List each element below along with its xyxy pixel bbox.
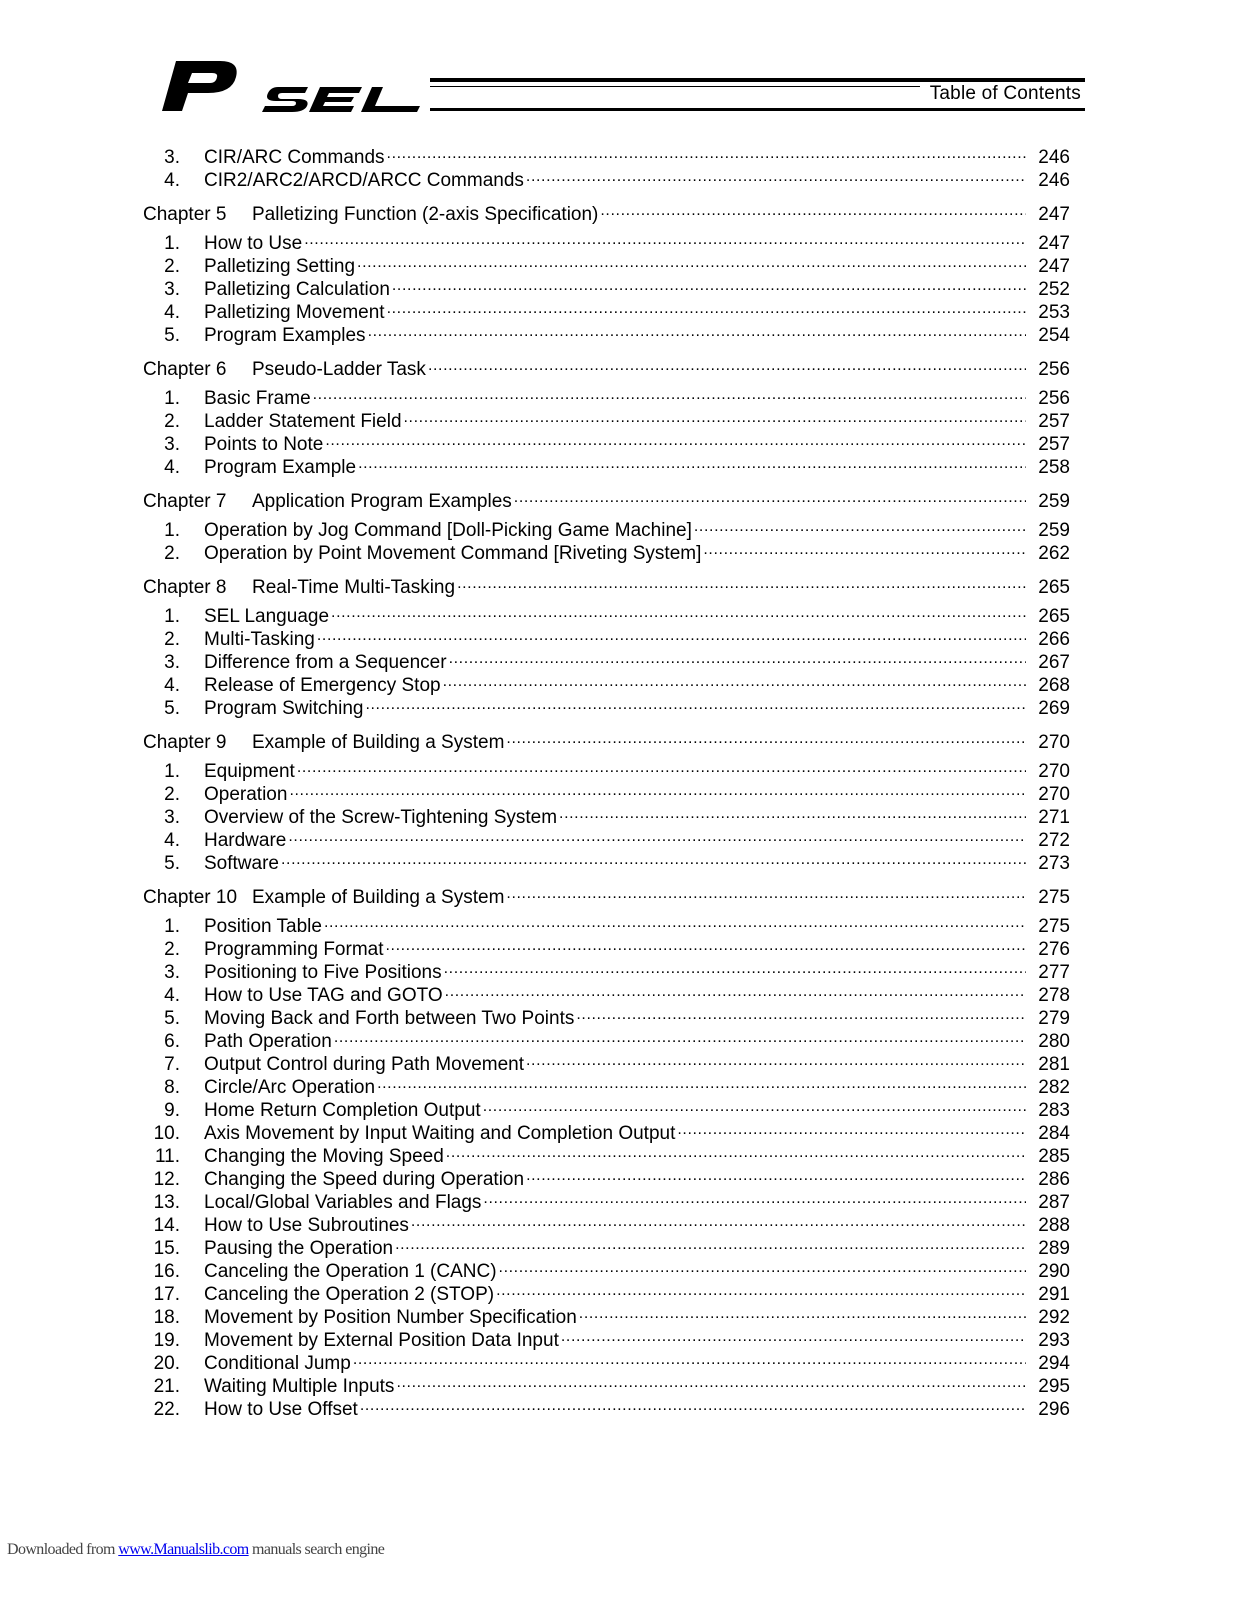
- entry-title: Release of Emergency Stop: [204, 675, 441, 696]
- entry-title: Ladder Statement Field: [204, 411, 402, 432]
- toc-item-row[interactable]: [0, 1116, 1237, 1144]
- item-number: 3.: [164, 807, 180, 828]
- entry-title: CIR2/ARC2/ARCD/ARCC Commands: [204, 170, 524, 191]
- item-number: 7.: [164, 1054, 180, 1075]
- toc-item-row[interactable]: [0, 823, 1237, 851]
- page-number: 294: [1026, 1352, 1070, 1375]
- entry-title: Multi-Tasking: [204, 629, 315, 650]
- dot-leader: [289, 777, 1026, 800]
- item-number: 11.: [154, 1146, 180, 1167]
- dot-leader: [483, 1185, 1026, 1208]
- item-number: 1.: [164, 606, 180, 627]
- page-number: 275: [1026, 915, 1070, 938]
- toc-item-row[interactable]: [0, 599, 1237, 627]
- item-number: 5.: [164, 325, 180, 346]
- page-number: 288: [1026, 1214, 1070, 1237]
- page-number: 287: [1026, 1191, 1070, 1214]
- dot-leader: [317, 622, 1026, 645]
- entry-title: Canceling the Operation 1 (CANC): [204, 1261, 497, 1282]
- toc-item-row[interactable]: [0, 668, 1237, 696]
- entry-title: Example of Building a System: [252, 887, 505, 908]
- dot-leader: [457, 570, 1026, 593]
- page-number: 247: [1026, 232, 1070, 255]
- page-number: 266: [1026, 628, 1070, 651]
- page-number: 270: [1026, 731, 1070, 754]
- dot-leader: [428, 352, 1026, 375]
- toc-item-row[interactable]: [0, 450, 1237, 478]
- toc-item-row[interactable]: [0, 1047, 1237, 1075]
- toc-chapter-row[interactable]: [0, 352, 1237, 380]
- entry-title: How to Use TAG and GOTO: [204, 985, 443, 1006]
- chapter-label: Chapter 6: [143, 359, 227, 380]
- item-number: 2.: [164, 411, 180, 432]
- toc-item-row[interactable]: [0, 226, 1237, 254]
- item-number: 3.: [164, 434, 180, 455]
- footer-prefix: Downloaded from: [7, 1541, 119, 1558]
- item-number: 2.: [164, 256, 180, 277]
- page-number: 276: [1026, 938, 1070, 961]
- toc-item-row[interactable]: [0, 1070, 1237, 1098]
- entry-title: Operation: [204, 784, 288, 805]
- page-number: 273: [1026, 852, 1070, 875]
- toc-item-row[interactable]: [0, 513, 1237, 541]
- entry-title: Movement by External Position Data Input: [204, 1330, 559, 1351]
- dot-leader: [445, 978, 1026, 1001]
- page-number: 247: [1026, 255, 1070, 278]
- dot-leader: [368, 318, 1026, 341]
- dot-leader: [365, 691, 1026, 714]
- item-number: 1.: [164, 916, 180, 937]
- entry-title: Circle/Arc Operation: [204, 1077, 376, 1098]
- toc-item-row[interactable]: [0, 978, 1237, 1006]
- entry-title: Palletizing Setting: [204, 256, 356, 277]
- dot-leader: [392, 272, 1026, 295]
- toc-item-row[interactable]: [0, 318, 1237, 346]
- page-number: 265: [1026, 605, 1070, 628]
- item-number: 14.: [153, 1215, 180, 1236]
- table-of-contents: [0, 140, 1237, 1420]
- page-number: 269: [1026, 697, 1070, 720]
- chapter-label: Chapter 9: [143, 732, 227, 753]
- page-number: 257: [1026, 410, 1070, 433]
- toc-item-row[interactable]: [0, 754, 1237, 782]
- page-number: 258: [1026, 456, 1070, 479]
- page-number: 259: [1026, 519, 1070, 542]
- item-number: 4.: [164, 457, 180, 478]
- entry-title: Palletizing Calculation: [204, 279, 390, 300]
- toc-item-row[interactable]: [0, 1369, 1237, 1397]
- entry-title: Basic Frame: [204, 388, 311, 409]
- toc-item-row[interactable]: [0, 249, 1237, 277]
- item-number: 13.: [153, 1192, 180, 1213]
- entry-title: Position Table: [204, 916, 322, 937]
- entry-title: SEL Language: [204, 606, 330, 627]
- toc-item-row[interactable]: [0, 1024, 1237, 1052]
- entry-title: Pausing the Operation: [204, 1238, 394, 1259]
- item-number: 4.: [164, 985, 180, 1006]
- dot-leader: [443, 668, 1026, 691]
- entry-title: Operation by Point Movement Command [Riveting System]: [204, 543, 702, 564]
- page-number: 256: [1026, 358, 1070, 381]
- dot-leader: [449, 645, 1026, 668]
- entry-title: Canceling the Operation 2 (STOP): [204, 1284, 495, 1305]
- entry-title: Output Control during Path Movement: [204, 1054, 525, 1075]
- toc-item-row[interactable]: [0, 536, 1237, 564]
- entry-title: Operation by Jog Command [Doll-Picking Game Machine]: [204, 520, 692, 541]
- toc-item-row[interactable]: [0, 1139, 1237, 1167]
- page-title: Table of Contents: [920, 83, 1085, 105]
- item-number: 15.: [153, 1238, 180, 1259]
- entry-title: Conditional Jump: [204, 1353, 351, 1374]
- page-number: 252: [1026, 278, 1070, 301]
- toc-item-row[interactable]: [0, 1162, 1237, 1190]
- dot-leader: [313, 381, 1026, 404]
- entry-title: Palletizing Function (2-axis Specification): [252, 204, 599, 225]
- page-number: 246: [1026, 169, 1070, 192]
- entry-title: Changing the Speed during Operation: [204, 1169, 525, 1190]
- item-number: 5.: [164, 1008, 180, 1029]
- header-rule: [430, 78, 1085, 82]
- entry-title: Points to Note: [204, 434, 324, 455]
- entry-title: Axis Movement by Input Waiting and Completion Output: [204, 1123, 676, 1144]
- dot-leader: [360, 1392, 1026, 1415]
- item-number: 4.: [164, 830, 180, 851]
- entry-title: Software: [204, 853, 279, 874]
- entry-title: Real-Time Multi-Tasking: [252, 577, 456, 598]
- item-number: 1.: [164, 520, 180, 541]
- item-number: 21.: [153, 1376, 180, 1397]
- toc-item-row[interactable]: [0, 1231, 1237, 1259]
- dot-leader: [411, 1208, 1026, 1231]
- footer-suffix: manuals search engine: [248, 1541, 385, 1558]
- page-number: 272: [1026, 829, 1070, 852]
- dot-leader: [396, 1369, 1026, 1392]
- entry-title: Program Examples: [204, 325, 366, 346]
- toc-item-row[interactable]: [0, 140, 1237, 168]
- toc-item-row[interactable]: [0, 800, 1237, 828]
- toc-item-row[interactable]: [0, 1185, 1237, 1213]
- dot-leader: [559, 800, 1026, 823]
- manualslib-link[interactable]: www.Manualslib.com: [118, 1541, 249, 1558]
- page-number: 256: [1026, 387, 1070, 410]
- dot-leader: [444, 955, 1026, 978]
- toc-item-row[interactable]: [0, 1346, 1237, 1374]
- item-number: 2.: [164, 784, 180, 805]
- toc-chapter-row[interactable]: [0, 570, 1237, 598]
- dot-leader: [446, 1139, 1026, 1162]
- item-number: 1.: [164, 233, 180, 254]
- dot-leader: [499, 1254, 1026, 1277]
- page-number: 253: [1026, 301, 1070, 324]
- page-number: 290: [1026, 1260, 1070, 1283]
- toc-item-row[interactable]: [0, 1392, 1237, 1420]
- dot-leader: [331, 599, 1026, 622]
- item-number: 19.: [153, 1330, 180, 1351]
- page-number: 279: [1026, 1007, 1070, 1030]
- page-number: 277: [1026, 961, 1070, 984]
- entry-title: Example of Building a System: [252, 732, 505, 753]
- entry-title: Palletizing Movement: [204, 302, 385, 323]
- entry-title: How to Use: [204, 233, 303, 254]
- page-number: 283: [1026, 1099, 1070, 1122]
- dot-leader: [377, 1070, 1026, 1093]
- entry-title: Home Return Completion Output: [204, 1100, 481, 1121]
- dot-leader: [677, 1116, 1026, 1139]
- page-number: 254: [1026, 324, 1070, 347]
- item-number: 4.: [164, 170, 180, 191]
- item-number: 3.: [164, 279, 180, 300]
- toc-chapter-row[interactable]: [0, 725, 1237, 753]
- item-number: 1.: [164, 761, 180, 782]
- dot-leader: [324, 909, 1026, 932]
- item-number: 2.: [164, 543, 180, 564]
- dot-leader: [496, 1277, 1026, 1300]
- page-number: 282: [1026, 1076, 1070, 1099]
- item-number: 18.: [153, 1307, 180, 1328]
- toc-item-row[interactable]: [0, 622, 1237, 650]
- page-number: 278: [1026, 984, 1070, 1007]
- toc-item-row[interactable]: [0, 1093, 1237, 1121]
- entry-title: Programming Format: [204, 939, 384, 960]
- item-number: 4.: [164, 675, 180, 696]
- item-number: 5.: [164, 698, 180, 719]
- dot-leader: [703, 536, 1026, 559]
- page-number: 247: [1026, 203, 1070, 226]
- dot-leader: [357, 249, 1026, 272]
- chapter-label: Chapter 8: [143, 577, 227, 598]
- toc-item-row[interactable]: [0, 846, 1237, 874]
- dot-leader: [387, 295, 1026, 318]
- entry-title: Waiting Multiple Inputs: [204, 1376, 395, 1397]
- toc-chapter-row[interactable]: [0, 484, 1237, 512]
- entry-title: Changing the Moving Speed: [204, 1146, 444, 1167]
- toc-item-row[interactable]: [0, 691, 1237, 719]
- page-number: 259: [1026, 490, 1070, 513]
- dot-leader: [281, 846, 1026, 869]
- item-number: 12.: [153, 1169, 180, 1190]
- dot-leader: [506, 880, 1026, 903]
- toc-chapter-row[interactable]: [0, 880, 1237, 908]
- chapter-label: Chapter 10: [143, 887, 238, 908]
- entry-title: Movement by Position Number Specification: [204, 1307, 577, 1328]
- dot-leader: [506, 725, 1026, 748]
- chapter-label: Chapter 5: [143, 204, 227, 225]
- item-number: 2.: [164, 939, 180, 960]
- dot-leader: [526, 1047, 1026, 1070]
- dot-leader: [526, 1162, 1026, 1185]
- item-number: 22.: [153, 1399, 180, 1420]
- dot-leader: [600, 197, 1026, 220]
- entry-title: Program Switching: [204, 698, 364, 719]
- item-number: 4.: [164, 302, 180, 323]
- toc-item-row[interactable]: [0, 955, 1237, 983]
- page-header: [0, 0, 1237, 130]
- page-number: 265: [1026, 576, 1070, 599]
- entry-title: Application Program Examples: [252, 491, 512, 512]
- toc-item-row[interactable]: [0, 404, 1237, 432]
- toc-item-row[interactable]: [0, 1323, 1237, 1351]
- page-number: 270: [1026, 783, 1070, 806]
- entry-title: Equipment: [204, 761, 295, 782]
- dot-leader: [694, 513, 1026, 536]
- toc-item-row[interactable]: [0, 1001, 1237, 1029]
- page-number: 289: [1026, 1237, 1070, 1260]
- entry-title: How to Use Offset: [204, 1399, 358, 1420]
- psel-logo-icon: [158, 55, 438, 125]
- page-number: 296: [1026, 1398, 1070, 1421]
- page-number: 270: [1026, 760, 1070, 783]
- page-number: 267: [1026, 651, 1070, 674]
- page-number: 271: [1026, 806, 1070, 829]
- toc-item-row[interactable]: [0, 1208, 1237, 1236]
- item-number: 16.: [153, 1261, 180, 1282]
- entry-title: Path Operation: [204, 1031, 332, 1052]
- item-number: 3.: [164, 962, 180, 983]
- dot-leader: [353, 1346, 1026, 1369]
- download-footer: [7, 1541, 384, 1559]
- toc-item-row[interactable]: [0, 1277, 1237, 1305]
- page-number: 280: [1026, 1030, 1070, 1053]
- dot-leader: [325, 427, 1026, 450]
- page-number: 295: [1026, 1375, 1070, 1398]
- dot-leader: [334, 1024, 1026, 1047]
- item-number: 17.: [153, 1284, 180, 1305]
- dot-leader: [561, 1323, 1026, 1346]
- dot-leader: [579, 1300, 1026, 1323]
- entry-title: Pseudo-Ladder Task: [252, 359, 426, 380]
- toc-chapter-row[interactable]: [0, 197, 1237, 225]
- toc-item-row[interactable]: [0, 272, 1237, 300]
- page-number: 257: [1026, 433, 1070, 456]
- entry-title: How to Use Subroutines: [204, 1215, 409, 1236]
- page-number: 262: [1026, 542, 1070, 565]
- page-number: 285: [1026, 1145, 1070, 1168]
- header-rule: [430, 108, 1085, 111]
- toc-item-row[interactable]: [0, 777, 1237, 805]
- item-number: 9.: [164, 1100, 180, 1121]
- entry-title: Positioning to Five Positions: [204, 962, 442, 983]
- item-number: 2.: [164, 629, 180, 650]
- page-number: 293: [1026, 1329, 1070, 1352]
- toc-item-row[interactable]: [0, 1254, 1237, 1282]
- dot-leader: [297, 754, 1026, 777]
- page-number: 281: [1026, 1053, 1070, 1076]
- toc-item-row[interactable]: [0, 295, 1237, 323]
- item-number: 1.: [164, 388, 180, 409]
- page-number: 286: [1026, 1168, 1070, 1191]
- dot-leader: [514, 484, 1026, 507]
- dot-leader: [358, 450, 1026, 473]
- toc-item-row[interactable]: [0, 909, 1237, 937]
- dot-leader: [387, 140, 1026, 163]
- chapter-label: Chapter 7: [143, 491, 227, 512]
- dot-leader: [526, 163, 1026, 186]
- dot-leader: [288, 823, 1026, 846]
- dot-leader: [483, 1093, 1026, 1116]
- page-number: 268: [1026, 674, 1070, 697]
- dot-leader: [386, 932, 1027, 955]
- entry-title: Hardware: [204, 830, 287, 851]
- item-number: 20.: [153, 1353, 180, 1374]
- dot-leader: [404, 404, 1026, 427]
- item-number: 3.: [164, 147, 180, 168]
- page-number: 291: [1026, 1283, 1070, 1306]
- page-number: 292: [1026, 1306, 1070, 1329]
- toc-item-row[interactable]: [0, 427, 1237, 455]
- item-number: 5.: [164, 853, 180, 874]
- entry-title: CIR/ARC Commands: [204, 147, 385, 168]
- toc-item-row[interactable]: [0, 381, 1237, 409]
- item-number: 6.: [164, 1031, 180, 1052]
- entry-title: Local/Global Variables and Flags: [204, 1192, 482, 1213]
- entry-title: Difference from a Sequencer: [204, 652, 447, 673]
- toc-item-row[interactable]: [0, 932, 1237, 960]
- page-number: 275: [1026, 886, 1070, 909]
- item-number: 8.: [164, 1077, 180, 1098]
- item-number: 3.: [164, 652, 180, 673]
- page-number: 284: [1026, 1122, 1070, 1145]
- entry-title: Overview of the Screw-Tightening System: [204, 807, 558, 828]
- toc-item-row[interactable]: [0, 163, 1237, 191]
- dot-leader: [576, 1001, 1026, 1024]
- page-number: 246: [1026, 146, 1070, 169]
- dot-leader: [304, 226, 1026, 249]
- entry-title: Program Example: [204, 457, 357, 478]
- entry-title: Moving Back and Forth between Two Points: [204, 1008, 575, 1029]
- dot-leader: [395, 1231, 1026, 1254]
- toc-item-row[interactable]: [0, 645, 1237, 673]
- item-number: 10.: [153, 1123, 180, 1144]
- toc-item-row[interactable]: [0, 1300, 1237, 1328]
